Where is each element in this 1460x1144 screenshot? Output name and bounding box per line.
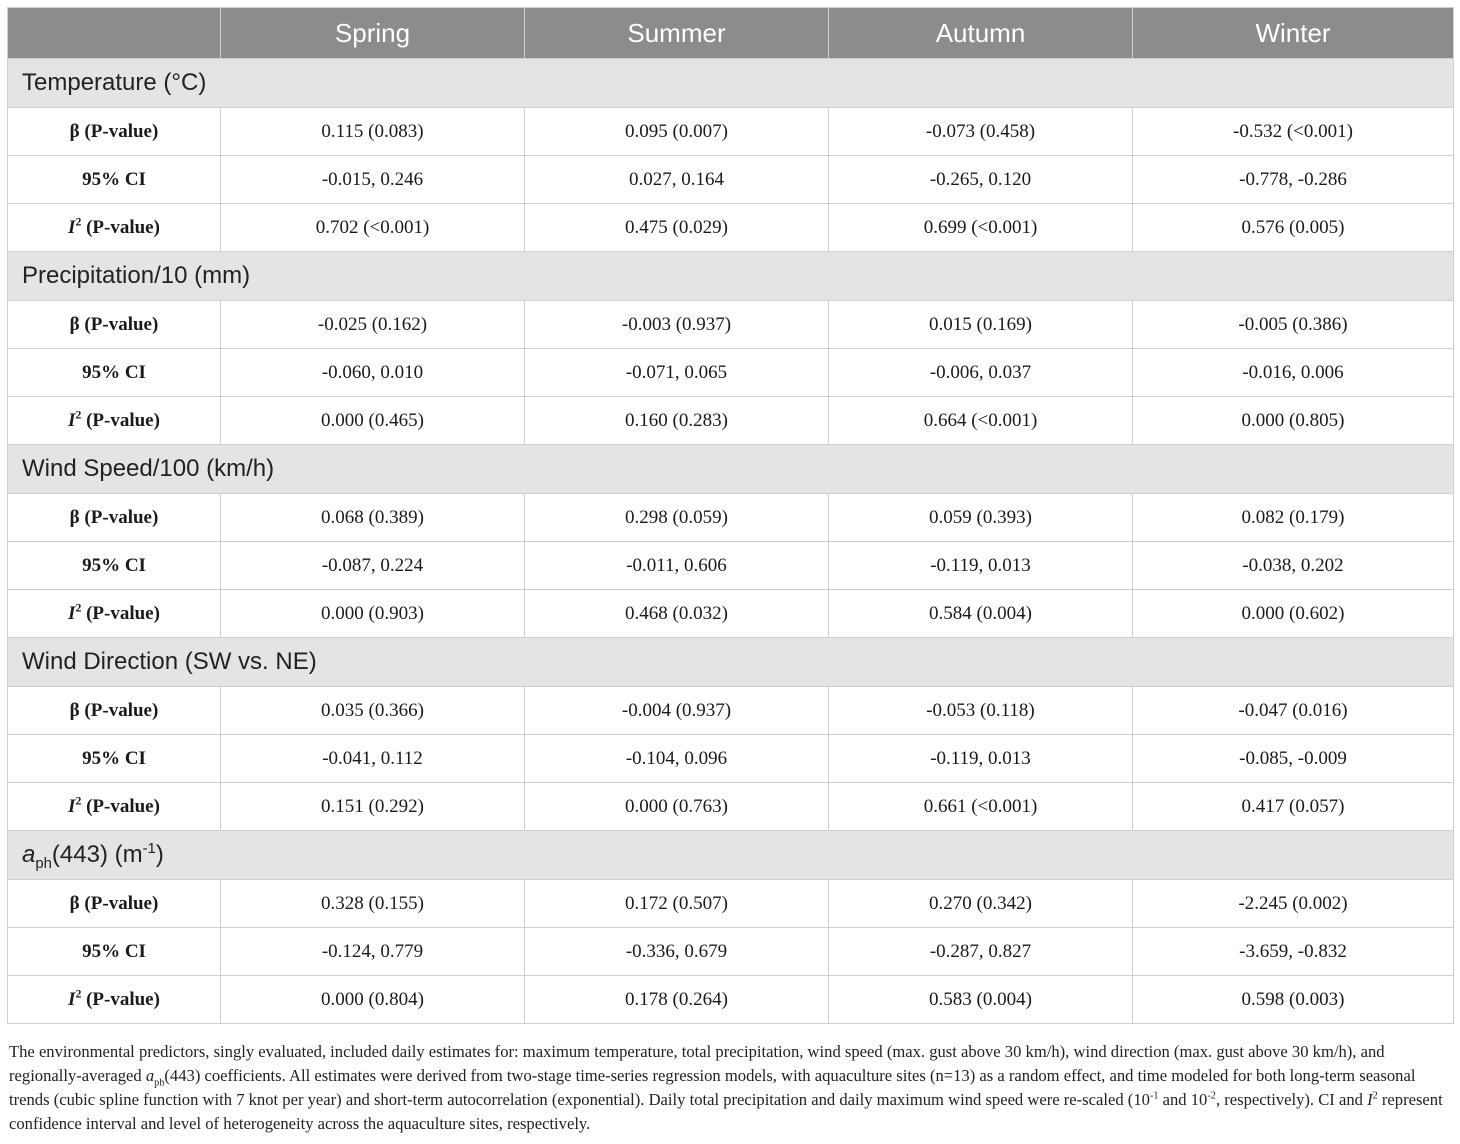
cell-value: 0.035 (0.366) [221, 687, 525, 735]
results-table [7, 7, 1454, 1024]
cell-value: 0.160 (0.283) [525, 397, 829, 445]
row-label-ci: 95% CI [8, 735, 221, 783]
cell-value: 0.661 (<0.001) [829, 783, 1133, 831]
i2-symbol: I [68, 795, 76, 817]
table-row-beta [8, 687, 1454, 735]
cell-value: 0.059 (0.393) [829, 494, 1133, 542]
cell-value: 0.576 (0.005) [1133, 204, 1454, 252]
cell-value: 0.172 (0.507) [525, 880, 829, 928]
caption-text: and 10 [1158, 1090, 1208, 1109]
i2-symbol: I [68, 409, 76, 431]
cell-value: 0.664 (<0.001) [829, 397, 1133, 445]
section-title: Wind Speed/100 (km/h) [8, 445, 1454, 494]
caption-superscript: -2 [1207, 1090, 1216, 1102]
row-label-i2 [8, 204, 221, 252]
cell-value: -0.011, 0.606 [525, 542, 829, 590]
cell-value: -0.119, 0.013 [829, 735, 1133, 783]
cell-value: -0.071, 0.065 [525, 349, 829, 397]
cell-value: 0.584 (0.004) [829, 590, 1133, 638]
cell-value: 0.082 (0.179) [1133, 494, 1454, 542]
i2-symbol: I [68, 216, 76, 238]
aph-title-end: ) [155, 841, 164, 868]
section-row-wind-speed [8, 445, 1454, 494]
table-row-ci [8, 542, 1454, 590]
cell-value: 0.702 (<0.001) [221, 204, 525, 252]
i2-rest: (P-value) [81, 795, 160, 817]
header-cell-blank [8, 8, 221, 59]
table-row-beta [8, 301, 1454, 349]
cell-value: -0.532 (<0.001) [1133, 108, 1454, 156]
cell-value: -0.053 (0.118) [829, 687, 1133, 735]
header-winter: Winter [1133, 8, 1454, 59]
aph-symbol: a [22, 841, 36, 868]
row-label-ci: 95% CI [8, 349, 221, 397]
i2-superscript: 2 [75, 601, 82, 615]
table-row-ci [8, 928, 1454, 976]
table-row-ci [8, 735, 1454, 783]
cell-value: -0.124, 0.779 [221, 928, 525, 976]
cell-value: 0.598 (0.003) [1133, 976, 1454, 1024]
cell-value: -0.004 (0.937) [525, 687, 829, 735]
section-title: Wind Direction (SW vs. NE) [8, 638, 1454, 687]
row-label-ci: 95% CI [8, 542, 221, 590]
aph-title-middle: (443) (m [51, 841, 143, 868]
cell-value: 0.115 (0.083) [221, 108, 525, 156]
cell-value: 0.475 (0.029) [525, 204, 829, 252]
table-caption [9, 1040, 1453, 1136]
cell-value: -0.060, 0.010 [221, 349, 525, 397]
cell-value: -0.336, 0.679 [525, 928, 829, 976]
header-spring: Spring [221, 8, 525, 59]
caption-aph-symbol: a [145, 1066, 155, 1085]
section-title: Temperature (°C) [8, 59, 1454, 108]
i2-rest: (P-value) [81, 409, 160, 431]
cell-value: 0.151 (0.292) [221, 783, 525, 831]
cell-value: 0.178 (0.264) [525, 976, 829, 1024]
cell-value: -0.041, 0.112 [221, 735, 525, 783]
i2-symbol: I [68, 988, 76, 1010]
row-label-ci: 95% CI [8, 156, 221, 204]
cell-value: -0.287, 0.827 [829, 928, 1133, 976]
table-row-beta [8, 880, 1454, 928]
header-summer: Summer [525, 8, 829, 59]
row-label-beta: β (P-value) [8, 108, 221, 156]
row-label-beta: β (P-value) [8, 687, 221, 735]
i2-symbol: I [68, 602, 76, 624]
caption-text: (443) coefficients. All estimates were derived from two-stage time-series regression models, with aquaculture sites (n=13) as a random effect, and time modeled for both long-term seasonal trends (cubic spline function with 7 knot per year) and short-term autocorrelation (exponential). Daily total precipitation and daily maximum wind speed were re-scaled (10 [9, 1066, 1416, 1109]
cell-value: 0.699 (<0.001) [829, 204, 1133, 252]
cell-value: -0.087, 0.224 [221, 542, 525, 590]
i2-rest: (P-value) [81, 216, 160, 238]
section-row-wind-direction [8, 638, 1454, 687]
cell-value: 0.000 (0.804) [221, 976, 525, 1024]
row-label-i2 [8, 397, 221, 445]
row-label-beta: β (P-value) [8, 880, 221, 928]
i2-superscript: 2 [75, 408, 82, 422]
section-title: Precipitation/10 (mm) [8, 252, 1454, 301]
cell-value: -0.104, 0.096 [525, 735, 829, 783]
cell-value: 0.027, 0.164 [525, 156, 829, 204]
row-label-beta: β (P-value) [8, 301, 221, 349]
table-row-i2 [8, 976, 1454, 1024]
cell-value: -0.778, -0.286 [1133, 156, 1454, 204]
row-label-i2 [8, 783, 221, 831]
table-row-beta [8, 494, 1454, 542]
section-row-aph443 [8, 831, 1454, 880]
caption-text: , respectively). CI and [1215, 1090, 1368, 1109]
cell-value: -0.038, 0.202 [1133, 542, 1454, 590]
cell-value: 0.270 (0.342) [829, 880, 1133, 928]
cell-value: -0.015, 0.246 [221, 156, 525, 204]
table-row-ci [8, 156, 1454, 204]
cell-value: 0.000 (0.763) [525, 783, 829, 831]
caption-superscript: 2 [1372, 1090, 1378, 1102]
cell-value: -3.659, -0.832 [1133, 928, 1454, 976]
header-autumn: Autumn [829, 8, 1133, 59]
header-row [8, 8, 1454, 59]
row-label-ci: 95% CI [8, 928, 221, 976]
cell-value: -0.003 (0.937) [525, 301, 829, 349]
aph-subscript: ph [35, 855, 52, 872]
cell-value: 0.015 (0.169) [829, 301, 1133, 349]
cell-value: -0.016, 0.006 [1133, 349, 1454, 397]
cell-value: 0.000 (0.903) [221, 590, 525, 638]
cell-value: 0.095 (0.007) [525, 108, 829, 156]
cell-value: 0.583 (0.004) [829, 976, 1133, 1024]
cell-value: -0.085, -0.009 [1133, 735, 1454, 783]
caption-i-symbol: I [1367, 1090, 1373, 1109]
row-label-beta: β (P-value) [8, 494, 221, 542]
cell-value: 0.298 (0.059) [525, 494, 829, 542]
caption-text: The environmental predictors, singly evaluated, included daily estimates for: maximum temperature, total precipitation, wind speed (max. gust above 30 km/h), wind direction (max. gust above 30 km/h), and regionally-averaged [9, 1042, 1385, 1085]
table-row-i2 [8, 590, 1454, 638]
cell-value: -0.005 (0.386) [1133, 301, 1454, 349]
caption-aph-subscript: ph [154, 1077, 165, 1089]
cell-value: -0.047 (0.016) [1133, 687, 1454, 735]
table-row-ci [8, 349, 1454, 397]
cell-value: -0.025 (0.162) [221, 301, 525, 349]
i2-superscript: 2 [75, 215, 82, 229]
cell-value: 0.000 (0.602) [1133, 590, 1454, 638]
table-row-i2 [8, 204, 1454, 252]
table-row-i2 [8, 783, 1454, 831]
cell-value: -0.119, 0.013 [829, 542, 1133, 590]
aph-unit-superscript: -1 [142, 841, 156, 857]
i2-superscript: 2 [75, 794, 82, 808]
cell-value: -0.006, 0.037 [829, 349, 1133, 397]
caption-superscript: -1 [1149, 1090, 1159, 1102]
cell-value: 0.068 (0.389) [221, 494, 525, 542]
section-row-precipitation [8, 252, 1454, 301]
cell-value: 0.328 (0.155) [221, 880, 525, 928]
cell-value: -2.245 (0.002) [1133, 880, 1454, 928]
cell-value: 0.000 (0.805) [1133, 397, 1454, 445]
row-label-i2 [8, 590, 221, 638]
table-row-i2 [8, 397, 1454, 445]
section-row-temperature [8, 59, 1454, 108]
cell-value: 0.468 (0.032) [525, 590, 829, 638]
cell-value: 0.000 (0.465) [221, 397, 525, 445]
row-label-i2 [8, 976, 221, 1024]
caption-text: represent confidence interval and level of heterogeneity across the aquaculture sites, respectively. [9, 1090, 1443, 1133]
i2-rest: (P-value) [81, 988, 160, 1010]
section-title [8, 831, 1454, 880]
table-row-beta [8, 108, 1454, 156]
i2-superscript: 2 [75, 987, 82, 1001]
cell-value: -0.265, 0.120 [829, 156, 1133, 204]
cell-value: 0.417 (0.057) [1133, 783, 1454, 831]
cell-value: -0.073 (0.458) [829, 108, 1133, 156]
i2-rest: (P-value) [81, 602, 160, 624]
